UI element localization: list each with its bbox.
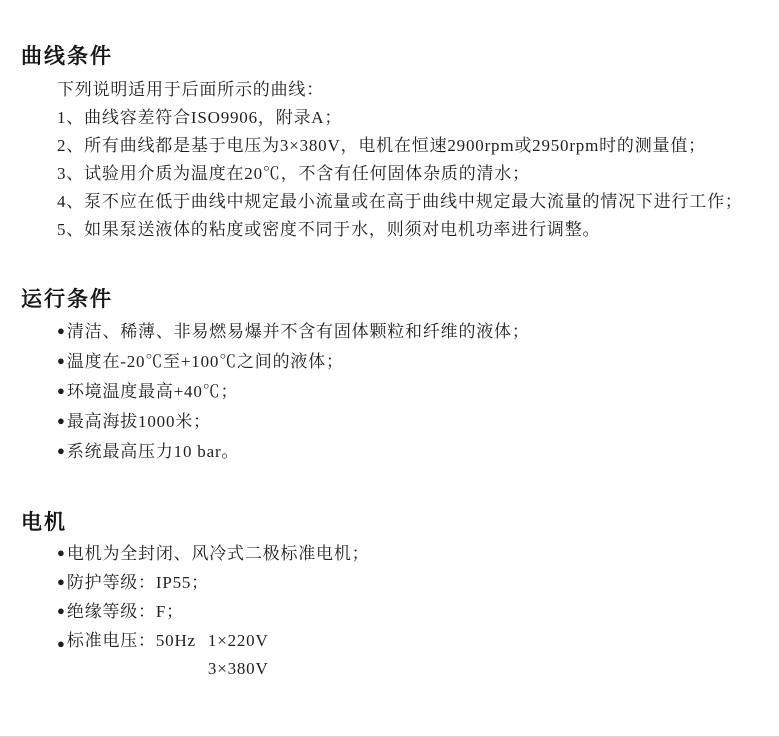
motor-voltage-line-2: 3×380V (207, 659, 269, 678)
bullet-icon: ● (57, 545, 65, 560)
section-heading-operating-conditions: 运行条件 (21, 288, 113, 311)
motor-bullet-list (0, 540, 779, 683)
curve-item-2: 2、所有曲线都是基于电压为3×380V，电机在恒速2900rpm或2950rpm时的测量值； (57, 136, 706, 155)
curve-item-4: 4、泵不应在低于曲线中规定最小流量或在高于曲线中规定最大流量的情况下进行工作； (57, 192, 743, 211)
list-item (57, 540, 779, 569)
operating-bullet-text-1: 清洁、稀薄、非易燃易爆并不含有固体颗粒和纤维的液体； (66, 322, 530, 341)
operating-bullet-text-3: 环境温度最高+40℃； (66, 382, 239, 401)
section-operating-conditions (0, 287, 779, 467)
section-motor (0, 510, 779, 683)
operating-bullet-text-2: 温度在-20℃至+100℃之间的液体； (66, 352, 344, 371)
curve-item-3: 3、试验用介质为温度在20℃，不含有任何固体杂质的清水； (57, 164, 530, 183)
bullet-icon: ● (57, 383, 65, 398)
motor-bullet-text-1: 电机为全封闭、风冷式二极标准电机； (66, 544, 370, 563)
operating-bullet-list (0, 317, 779, 467)
list-item (57, 569, 779, 598)
curve-item-5: 5、如果泵送液体的粘度或密度不同于水，则须对电机功率进行调整。 (57, 220, 601, 239)
list-item (57, 377, 779, 407)
bullet-icon: ● (57, 413, 65, 428)
bullet-icon: ● (57, 353, 65, 368)
motor-bullet-text-2: 防护等级：IP55； (66, 573, 209, 592)
section-curve-conditions (0, 44, 779, 244)
motor-voltage-line-1: 1×220V (207, 631, 269, 650)
operating-bullet-text-4: 最高海拔1000米； (66, 412, 211, 431)
curve-item-1: 1、曲线容差符合ISO9906，附录A； (57, 108, 343, 127)
motor-bullet-text-3: 绝缘等级：F； (66, 602, 184, 621)
section-heading-motor: 电机 (21, 511, 67, 534)
bullet-icon: ● (57, 323, 65, 338)
bullet-icon: ● (57, 574, 65, 589)
bullet-icon: ● (57, 443, 65, 458)
list-item (57, 598, 779, 627)
curve-numbered-list (57, 104, 779, 244)
list-item (57, 407, 779, 437)
list-item (57, 317, 779, 347)
list-item (57, 437, 779, 467)
curve-intro-text: 下列说明适用于后面所示的曲线： (57, 80, 324, 99)
motor-voltage-item (57, 627, 779, 683)
motor-voltage-label: 标准电压：50Hz (66, 631, 196, 650)
operating-bullet-text-5: 系统最高压力10 bar。 (66, 442, 240, 461)
list-item (57, 347, 779, 377)
section-heading-curve-conditions: 曲线条件 (21, 45, 113, 68)
bullet-icon: ● (57, 636, 65, 651)
motor-voltage-values (208, 627, 269, 683)
bullet-icon: ● (57, 603, 65, 618)
